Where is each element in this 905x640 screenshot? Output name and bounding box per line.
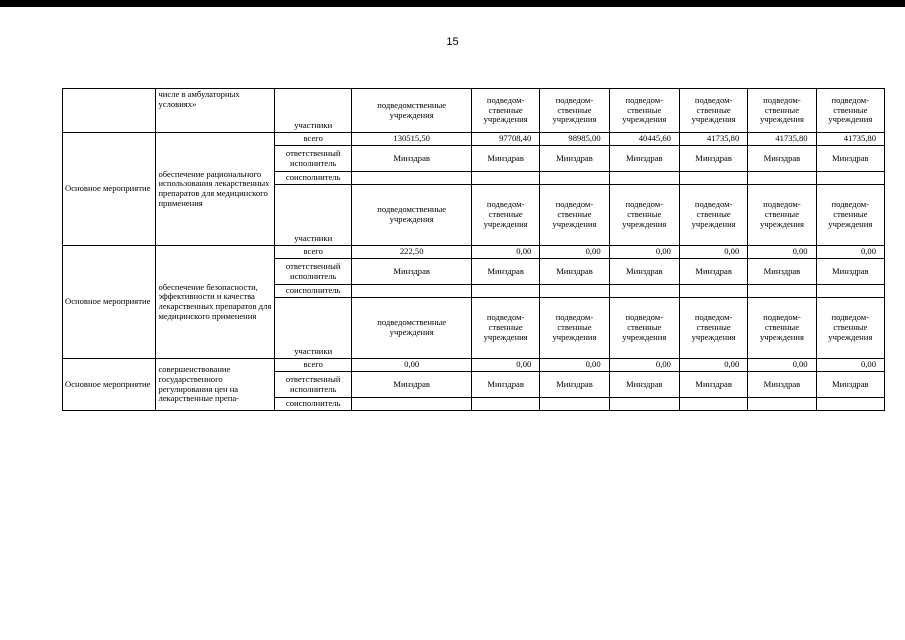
- role-responsible: ответственный исполнитель: [275, 372, 352, 398]
- total-cell: 0,00: [816, 246, 884, 259]
- participants-cell: подведом-ственные учреждения: [748, 298, 816, 359]
- participants-cell: подведом-ственные учреждения: [540, 298, 609, 359]
- coexecutor-cell: [352, 285, 472, 298]
- participants-cell: подведом-ственные учреждения: [748, 185, 816, 246]
- responsible-cell: Минздрав: [352, 372, 472, 398]
- total-cell: 222,50: [352, 246, 472, 259]
- coexecutor-cell: [609, 285, 679, 298]
- participants-cell: подведом-ственные учреждения: [540, 185, 609, 246]
- role-coexecutor: соисполнитель: [275, 398, 352, 411]
- coexecutor-cell: [748, 398, 816, 411]
- participants-cell: подведом-ственные учреждения: [609, 89, 679, 133]
- coexecutor-cell: [679, 285, 747, 298]
- responsible-cell: Минздрав: [471, 372, 539, 398]
- total-cell: 97708,40: [471, 133, 539, 146]
- participants-cell: подведом-ственные учреждения: [816, 185, 884, 246]
- responsible-cell: Минздрав: [609, 146, 679, 172]
- total-cell: 0,00: [540, 359, 609, 372]
- role-total: всего: [275, 246, 352, 259]
- responsible-cell: Минздрав: [352, 146, 472, 172]
- table-row: [63, 133, 885, 146]
- participants-cell: подведомственные учреждения: [352, 298, 472, 359]
- coexecutor-cell: [540, 172, 609, 185]
- coexecutor-cell: [816, 285, 884, 298]
- participants-cell: подведом-ственные учреждения: [471, 185, 539, 246]
- role-responsible: ответственный исполнитель: [275, 259, 352, 285]
- event-type-cell: Основное мероприятие: [63, 246, 156, 359]
- coexecutor-cell: [352, 172, 472, 185]
- participants-cell: подведом-ственные учреждения: [540, 89, 609, 133]
- participants-cell: подведом-ственные учреждения: [679, 298, 747, 359]
- total-cell: 130515,50: [352, 133, 472, 146]
- total-cell: 0,00: [816, 359, 884, 372]
- coexecutor-cell: [540, 285, 609, 298]
- role-responsible: ответственный исполнитель: [275, 146, 352, 172]
- responsible-cell: Минздрав: [609, 259, 679, 285]
- role-participants: участники: [275, 185, 352, 246]
- table-body: [63, 89, 885, 411]
- participants-cell: подведом-ственные учреждения: [609, 298, 679, 359]
- role-participants: участники: [275, 89, 352, 133]
- responsible-cell: Минздрав: [816, 146, 884, 172]
- total-cell: 0,00: [609, 246, 679, 259]
- responsible-cell: Минздрав: [679, 146, 747, 172]
- total-cell: 41735,80: [816, 133, 884, 146]
- participants-cell: подведом-ственные учреждения: [679, 89, 747, 133]
- responsible-cell: Минздрав: [679, 372, 747, 398]
- coexecutor-cell: [816, 172, 884, 185]
- role-participants: участники: [275, 298, 352, 359]
- total-cell: 0,00: [748, 246, 816, 259]
- responsible-cell: Минздрав: [748, 259, 816, 285]
- participants-cell: подведом-ственные учреждения: [816, 89, 884, 133]
- table-row: [63, 246, 885, 259]
- participants-cell: подведом-ственные учреждения: [609, 185, 679, 246]
- total-cell: 0,00: [471, 359, 539, 372]
- participants-cell: подведом-ственные учреждения: [816, 298, 884, 359]
- coexecutor-cell: [609, 398, 679, 411]
- participants-cell: подведом-ственные учреждения: [471, 298, 539, 359]
- responsible-cell: Минздрав: [609, 372, 679, 398]
- coexecutor-cell: [748, 285, 816, 298]
- total-cell: 0,00: [609, 359, 679, 372]
- coexecutor-cell: [471, 398, 539, 411]
- page-number: 15: [446, 36, 459, 48]
- coexecutor-cell: [748, 172, 816, 185]
- responsible-cell: Минздрав: [352, 259, 472, 285]
- total-cell: 0,00: [679, 246, 747, 259]
- participants-cell: подведом-ственные учреждения: [679, 185, 747, 246]
- event-name-cell: обеспечение рационального использования лекарственных препаратов для медицинского применения: [156, 133, 275, 246]
- coexecutor-cell: [540, 398, 609, 411]
- responsible-cell: Минздрав: [540, 146, 609, 172]
- responsible-cell: Минздрав: [816, 372, 884, 398]
- responsible-cell: Минздрав: [540, 259, 609, 285]
- event-name-cell: числе в амбулаторных условиях»: [156, 89, 275, 133]
- event-type-cell: Основное мероприятие: [63, 133, 156, 246]
- total-cell: 40445,60: [609, 133, 679, 146]
- total-cell: 0,00: [748, 359, 816, 372]
- coexecutor-cell: [609, 172, 679, 185]
- participants-cell: подведом-ственные учреждения: [748, 89, 816, 133]
- coexecutor-cell: [816, 398, 884, 411]
- responsible-cell: Минздрав: [679, 259, 747, 285]
- event-type-cell: Основное мероприятие: [63, 359, 156, 411]
- role-coexecutor: соисполнитель: [275, 285, 352, 298]
- responsible-cell: Минздрав: [471, 146, 539, 172]
- responsible-cell: Минздрав: [748, 372, 816, 398]
- role-total: всего: [275, 133, 352, 146]
- program-table: [62, 88, 885, 411]
- total-cell: 98985,00: [540, 133, 609, 146]
- role-coexecutor: соисполнитель: [275, 172, 352, 185]
- participants-cell: подведом-ственные учреждения: [471, 89, 539, 133]
- total-cell: 0,00: [471, 246, 539, 259]
- coexecutor-cell: [352, 398, 472, 411]
- table-row: [63, 89, 885, 133]
- event-type-cell: [63, 89, 156, 133]
- total-cell: 41735,80: [748, 133, 816, 146]
- table-row: [63, 359, 885, 372]
- coexecutor-cell: [679, 172, 747, 185]
- event-name-cell: обеспечение безопасности, эффективности и качества лекарственных препаратов для медицинского применения: [156, 246, 275, 359]
- participants-cell: подведомственные учреждения: [352, 89, 472, 133]
- total-cell: 0,00: [679, 359, 747, 372]
- responsible-cell: Минздрав: [540, 372, 609, 398]
- top-border-bar: [0, 0, 905, 7]
- total-cell: 0,00: [352, 359, 472, 372]
- event-name-cell: совершенствование государственного регулирования цен на лекарственные препа-: [156, 359, 275, 411]
- total-cell: 0,00: [540, 246, 609, 259]
- responsible-cell: Минздрав: [748, 146, 816, 172]
- coexecutor-cell: [471, 172, 539, 185]
- responsible-cell: Минздрав: [816, 259, 884, 285]
- total-cell: 41735,80: [679, 133, 747, 146]
- responsible-cell: Минздрав: [471, 259, 539, 285]
- role-total: всего: [275, 359, 352, 372]
- coexecutor-cell: [471, 285, 539, 298]
- coexecutor-cell: [679, 398, 747, 411]
- participants-cell: подведомственные учреждения: [352, 185, 472, 246]
